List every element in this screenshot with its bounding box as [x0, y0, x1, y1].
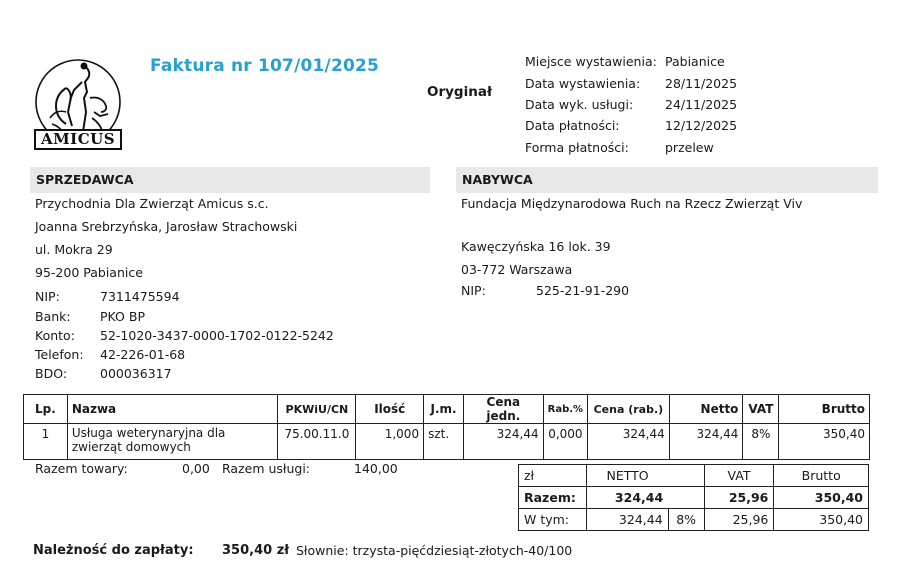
seller-name: Przychodnia Dla Zwierząt Amicus s.c. — [35, 196, 269, 211]
amicus-logo-text: AMICUS — [34, 129, 122, 150]
totals-header-gross: Brutto — [774, 465, 869, 487]
meta-value: 28/11/2025 — [665, 76, 738, 91]
col-header: Brutto — [779, 395, 870, 424]
seller-owners: Joanna Srebrzyńska, Jarosław Strachowski — [35, 219, 298, 234]
field-label: BDO: — [35, 366, 68, 381]
cell-price: 324,44 — [464, 424, 544, 460]
col-header: Cena jedn. — [464, 395, 544, 424]
goods-total-value: 0,00 — [182, 461, 210, 476]
field-value: 42-226-01-68 — [100, 347, 186, 362]
meta-label: Data wyk. usługi: — [525, 97, 634, 112]
field-label: Konto: — [35, 328, 75, 343]
field-value: 7311475594 — [100, 289, 180, 304]
amount-due-value: 350,40 zł — [222, 543, 290, 558]
services-total-label: Razem usługi: — [222, 461, 311, 476]
amount-due-label: Należność do zapłaty: — [33, 543, 194, 558]
buyer-street: Kawęczyńska 16 lok. 39 — [461, 239, 611, 254]
cell-net: 324,44 — [669, 424, 743, 460]
services-total-value: 140,00 — [354, 461, 398, 476]
item-name-line: zwierząt domowych — [71, 440, 191, 454]
seller-header: SPRZEDAWCA — [30, 167, 430, 193]
vat-breakdown-row — [519, 509, 869, 531]
totals-table — [518, 464, 869, 531]
meta-value: 24/11/2025 — [665, 97, 738, 112]
items-table — [23, 394, 870, 460]
currency-label: zł — [519, 465, 587, 487]
buyer-city: 03-772 Warszawa — [461, 262, 573, 277]
cell-price-discounted: 324,44 — [588, 424, 670, 460]
total-spacer — [668, 487, 704, 509]
incl-gross: 350,40 — [774, 509, 869, 531]
totals-header-row — [519, 465, 869, 487]
total-gross: 350,40 — [774, 487, 869, 509]
col-header: Ilość — [356, 395, 424, 424]
meta-label: Forma płatności: — [525, 140, 629, 155]
col-header: PKWiU/CN — [278, 395, 356, 424]
cell-unit: szt. — [424, 424, 464, 460]
table-row — [24, 424, 870, 460]
incl-rate: 8% — [668, 509, 704, 531]
meta-label: Data wystawienia: — [525, 76, 641, 91]
field-label: Telefon: — [35, 347, 84, 362]
field-value: 525-21-91-290 — [536, 283, 630, 298]
col-header: Rab.% — [543, 395, 587, 424]
cell-discount: 0,000 — [543, 424, 587, 460]
totals-header-vat: VAT — [704, 465, 774, 487]
seller-street: ul. Mokra 29 — [35, 242, 113, 257]
field-value: 000036317 — [100, 366, 172, 381]
invoice-title: Faktura nr 107/01/2025 — [150, 56, 380, 76]
cell-pkwiu: 75.00.11.0 — [278, 424, 356, 460]
amount-due-words: Słownie: trzysta-pięćdziesiąt-złotych-40/100 — [296, 543, 573, 558]
meta-value: Pabianice — [665, 54, 725, 69]
col-header: J.m. — [424, 395, 464, 424]
seller-bdo — [35, 366, 435, 382]
col-header: Netto — [669, 395, 743, 424]
meta-value: 12/12/2025 — [665, 118, 738, 133]
buyer-header: NABYWCA — [456, 167, 878, 193]
seller-bank — [35, 309, 435, 325]
buyer-name: Fundacja Międzynarodowa Ruch na Rzecz Zwierząt Viv — [461, 196, 803, 211]
field-value: PKO BP — [100, 309, 145, 324]
meta-label: Data płatności: — [525, 118, 620, 133]
goods-total-label: Razem towary: — [35, 461, 128, 476]
field-label: NIP: — [461, 283, 486, 298]
seller-account — [35, 328, 435, 344]
cell-name — [67, 424, 278, 460]
col-header: Lp. — [24, 395, 68, 424]
total-label: Razem: — [519, 487, 587, 509]
seller-phone — [35, 347, 435, 363]
field-label: Bank: — [35, 309, 71, 324]
col-header: Nazwa — [67, 395, 278, 424]
totals-header-net: NETTO — [586, 465, 668, 487]
copy-label: Oryginał — [427, 84, 492, 100]
totals-row — [519, 487, 869, 509]
cell-qty: 1,000 — [356, 424, 424, 460]
seller-nip — [35, 289, 435, 305]
incl-net: 324,44 — [586, 509, 668, 531]
cell-gross: 350,40 — [779, 424, 870, 460]
cell-vat: 8% — [743, 424, 779, 460]
cell-lp: 1 — [24, 424, 68, 460]
buyer-nip — [461, 283, 761, 299]
field-label: NIP: — [35, 289, 60, 304]
total-vat: 25,96 — [704, 487, 774, 509]
col-header: VAT — [743, 395, 779, 424]
col-header: Cena (rab.) — [588, 395, 670, 424]
meta-label: Miejsce wystawienia: — [525, 54, 657, 69]
field-value: 52-1020-3437-0000-1702-0122-5242 — [100, 328, 334, 343]
meta-value: przelew — [665, 140, 714, 155]
total-net: 324,44 — [586, 487, 668, 509]
seller-city: 95-200 Pabianice — [35, 265, 143, 280]
item-name-line: Usługa weterynaryjna dla — [71, 426, 226, 440]
totals-header-spacer — [668, 465, 704, 487]
incl-label: W tym: — [519, 509, 587, 531]
incl-vat: 25,96 — [704, 509, 774, 531]
items-header-row — [24, 395, 870, 424]
